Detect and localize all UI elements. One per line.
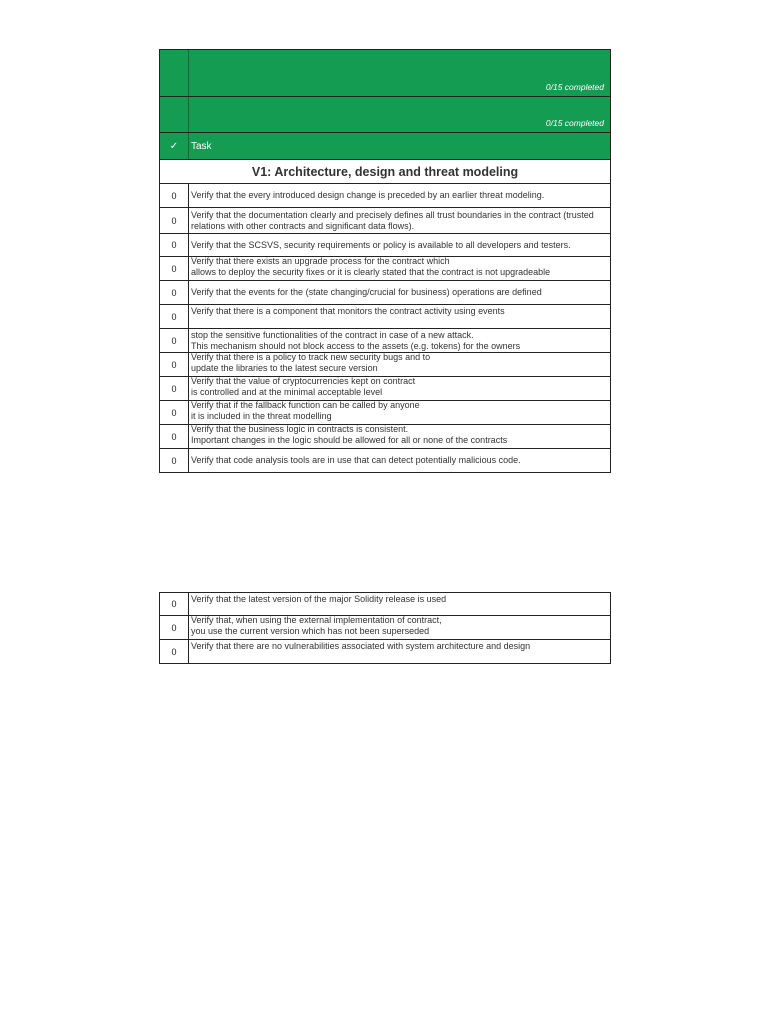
checklist-row[interactable] (159, 640, 611, 664)
checklist-row[interactable] (159, 449, 611, 473)
header-progress-row-2 (159, 97, 611, 133)
checklist-sheet-continued (159, 592, 611, 664)
row-task-text: Verify that there are no vulnerabilities associated with system architecture and design (191, 641, 531, 651)
checklist-row[interactable] (159, 616, 611, 640)
section-title: V1: Architecture, design and threat modeling (159, 160, 611, 184)
row-count: 0 (160, 184, 189, 207)
checklist-row[interactable] (159, 377, 611, 401)
checklist-row[interactable] (159, 592, 611, 616)
row-count: 0 (160, 353, 189, 376)
row-task-text: Verify that the SCSVS, security requirements or policy is available to all developers and testers. (191, 239, 571, 250)
row-count: 0 (160, 640, 189, 663)
checklist-row[interactable] (159, 208, 611, 234)
header-blank-cell (160, 97, 189, 132)
checklist-row[interactable] (159, 425, 611, 449)
checklist-sheet (159, 49, 611, 473)
row-count: 0 (160, 425, 189, 448)
row-count: 0 (160, 234, 189, 256)
checklist-row[interactable] (159, 353, 611, 377)
row-task-text: Verify that the business logic in contracts is consistent. Important changes in the logic should be allowed for all or none of the contracts (191, 425, 508, 445)
row-count: 0 (160, 281, 189, 304)
row-task-text: Verify that the value of cryptocurrencies kept on contract is controlled and at the minimal acceptable level (191, 377, 416, 397)
checklist-row[interactable] (159, 401, 611, 425)
checklist-row[interactable] (159, 329, 611, 353)
checklist-row[interactable] (159, 234, 611, 257)
progress-text: 0/15 completed (545, 82, 604, 92)
row-task-text: Verify that there is a policy to track new security bugs and to update the libraries to the latest secure version (191, 353, 431, 373)
progress-text-2: 0/15 completed (545, 118, 604, 128)
row-count: 0 (160, 401, 189, 424)
row-count: 0 (160, 329, 189, 352)
row-count: 0 (160, 208, 189, 233)
row-task-text: Verify that there is a component that monitors the contract activity using events (191, 306, 505, 316)
row-task-text: Verify that the every introduced design change is preceded by an earlier threat modeling. (191, 190, 545, 200)
row-count: 0 (160, 305, 189, 328)
row-count: 0 (160, 257, 189, 280)
row-task-text: Verify that the documentation clearly and precisely defines all trust boundaries in the contract (trusted relations with other contracts and significant data flows). (191, 209, 594, 231)
row-task-text: Verify that there exists an upgrade process for the contract which allows to deploy the security fixes or it is clearly stated that the contract is not upgradeable (191, 257, 551, 277)
row-task-text: Verify that, when using the external implementation of contract, you use the current version which has not been superseded (191, 616, 442, 636)
row-count: 0 (160, 377, 189, 400)
checklist-row[interactable] (159, 184, 611, 208)
row-task-text: Verify that the events for the (state changing/crucial for business) operations are defined (191, 287, 542, 297)
row-count: 0 (160, 449, 189, 472)
header-blank-cell (160, 50, 189, 96)
row-task-text: Verify that code analysis tools are in use that can detect potentially malicious code. (191, 455, 521, 465)
row-count: 0 (160, 593, 189, 615)
row-count: 0 (160, 616, 189, 639)
checklist-row[interactable] (159, 257, 611, 281)
row-task-text: stop the sensitive functionalities of the contract in case of a new attack. This mechanism should not block access to the assets (e.g. tokens) for the owners (191, 329, 521, 351)
checklist-row[interactable] (159, 305, 611, 329)
header-progress-row (159, 49, 611, 97)
header-task-row (159, 133, 611, 160)
row-task-text: Verify that the latest version of the major Solidity release is used (191, 594, 447, 604)
row-task-text: Verify that if the fallback function can be called by anyone it is included in the threat modelling (191, 401, 420, 421)
task-column-header: Task (191, 140, 212, 152)
checkmark-icon: ✓ (160, 133, 189, 159)
checklist-row[interactable] (159, 281, 611, 305)
